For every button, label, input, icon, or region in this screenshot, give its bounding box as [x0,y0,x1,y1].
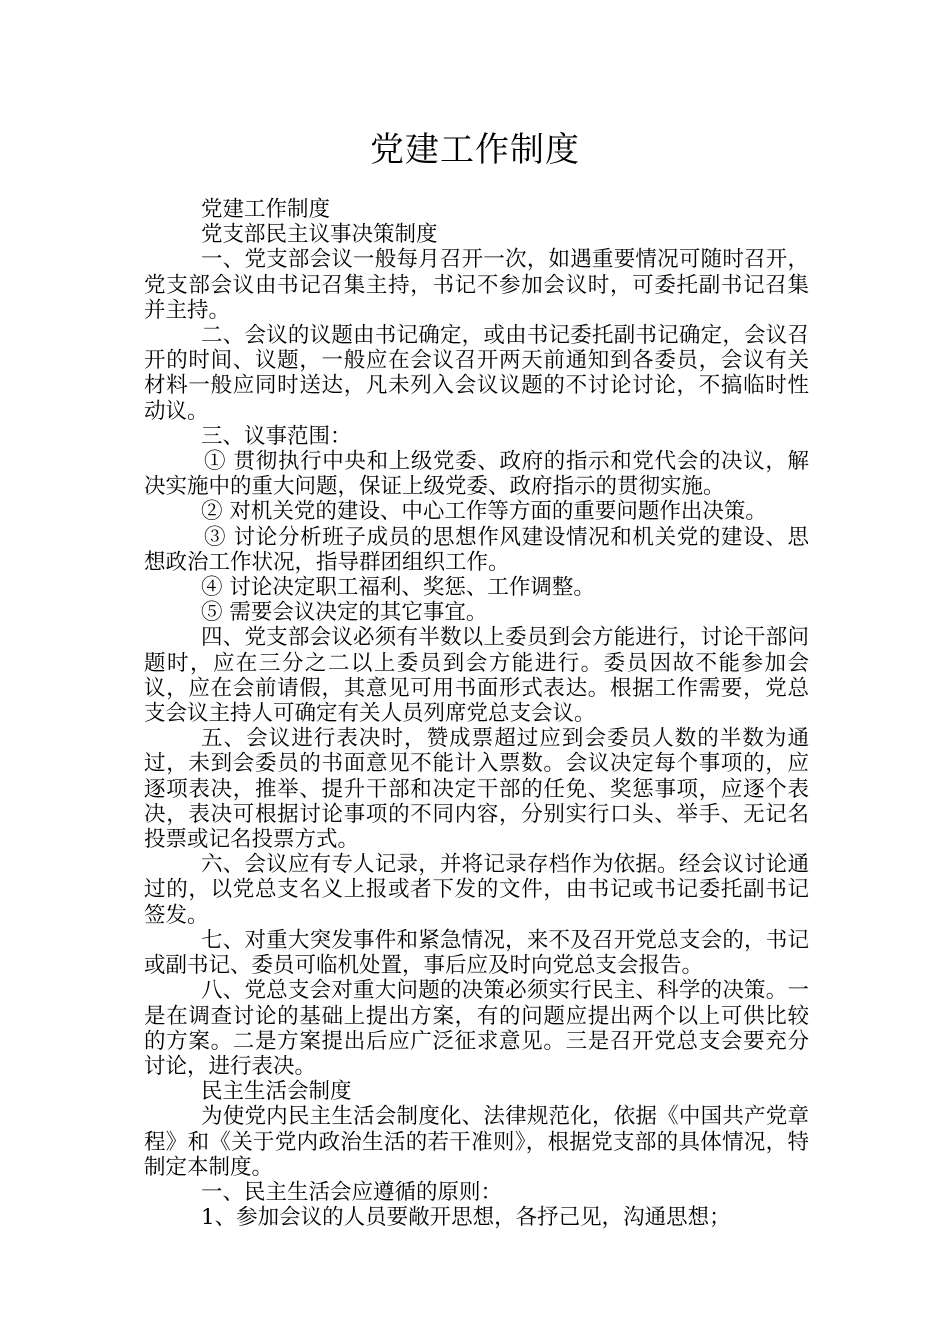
list-item: ① 贯彻执行中央和上级党委、政府的指示和党代会的决议，解决实施中的重大问题，保证上级党委、政府指示的贯彻实施。 [144,449,809,500]
paragraph: 六、会议应有专人记录，并将记录存档作为依据。经会议讨论通过的，以党总支名义上报或者下发的文件，由书记或书记委托副书记签发。 [144,852,809,928]
paragraph: 四、党支部会议必须有半数以上委员到会方能进行，讨论干部问题时，应在三分之二以上委员到会方能进行。委员因故不能参加会议，应在会前请假，其意见可用书面形式表达。根据工作需要，党总支会议主持人可确定有关人员列席党总支会议。 [144,625,809,727]
list-item: ② 对机关党的建设、中心工作等方面的重要问题作出决策。 [201,499,767,525]
paragraph-heading: 党建工作制度 [201,197,331,222]
section-heading-decision-system: 党支部民主议事决策制度 [201,222,438,248]
paragraph: 一、党支部会议一般每月召开一次，如遇重要情况可随时召开，党支部会议由书记召集主持，书记不参加会议时，可委托副书记召集并主持。 [144,247,809,323]
list-item: ⑤ 需要会议决定的其它事宜。 [201,600,488,626]
paragraph: 为使党内民主生活会制度化、法律规范化，依据《中国共产党章程》和《关于党内政治生活的若干准则》，根据党支部的具体情况，特制定本制度。 [144,1104,809,1180]
paragraph: 二、会议的议题由书记确定，或由书记委托副书记确定，会议召开的时间、议题，一般应在会议召开两天前通知到各委员，会议有关材料一般应同时送达，凡未列入会议议题的不讨论讨论，不搞临时性动议。 [144,323,809,424]
paragraph: 一、民主生活会应遵循的原则： [201,1179,503,1205]
document-title: 党建工作制度 [370,130,580,170]
paragraph: 三、议事范围： [201,423,352,449]
paragraph: 五、会议进行表决时，赞成票超过应到会委员人数的半数为通过，未到会委员的书面意见不能计入票数。会议决定每个事项的，应逐项表决，推举、提升干部和决定干部的任免、奖惩事项，应逐个表决，表决可根据讨论事项的不同内容，分别实行口头、举手、无记名投票或记名投票方式。 [144,726,809,853]
document-body [144,197,809,1230]
paragraph: 八、党总支会对重大问题的决策必须实行民主、科学的决策。一是在调查讨论的基础上提出方案，有的问题应提出两个以上可供比较的方案。二是方案提出后应广泛征求意见。三是召开党总支会要充分讨论，进行表决。 [144,978,809,1079]
section-heading-democratic-life: 民主生活会制度 [201,1079,352,1105]
list-item: ④ 讨论决定职工福利、奖惩、工作调整。 [201,575,595,601]
paragraph: 1、参加会议的人员要敞开思想，各抒己见，沟通思想； [201,1205,731,1231]
list-item: ③ 讨论分析班子成员的思想作风建设情况和机关党的建设、思想政治工作状况，指导群团组织工作。 [144,524,809,575]
paragraph: 七、对重大突发事件和紧急情况，来不及召开党总支会的，书记或副书记、委员可临机处置，事后应及时向党总支会报告。 [144,927,809,979]
